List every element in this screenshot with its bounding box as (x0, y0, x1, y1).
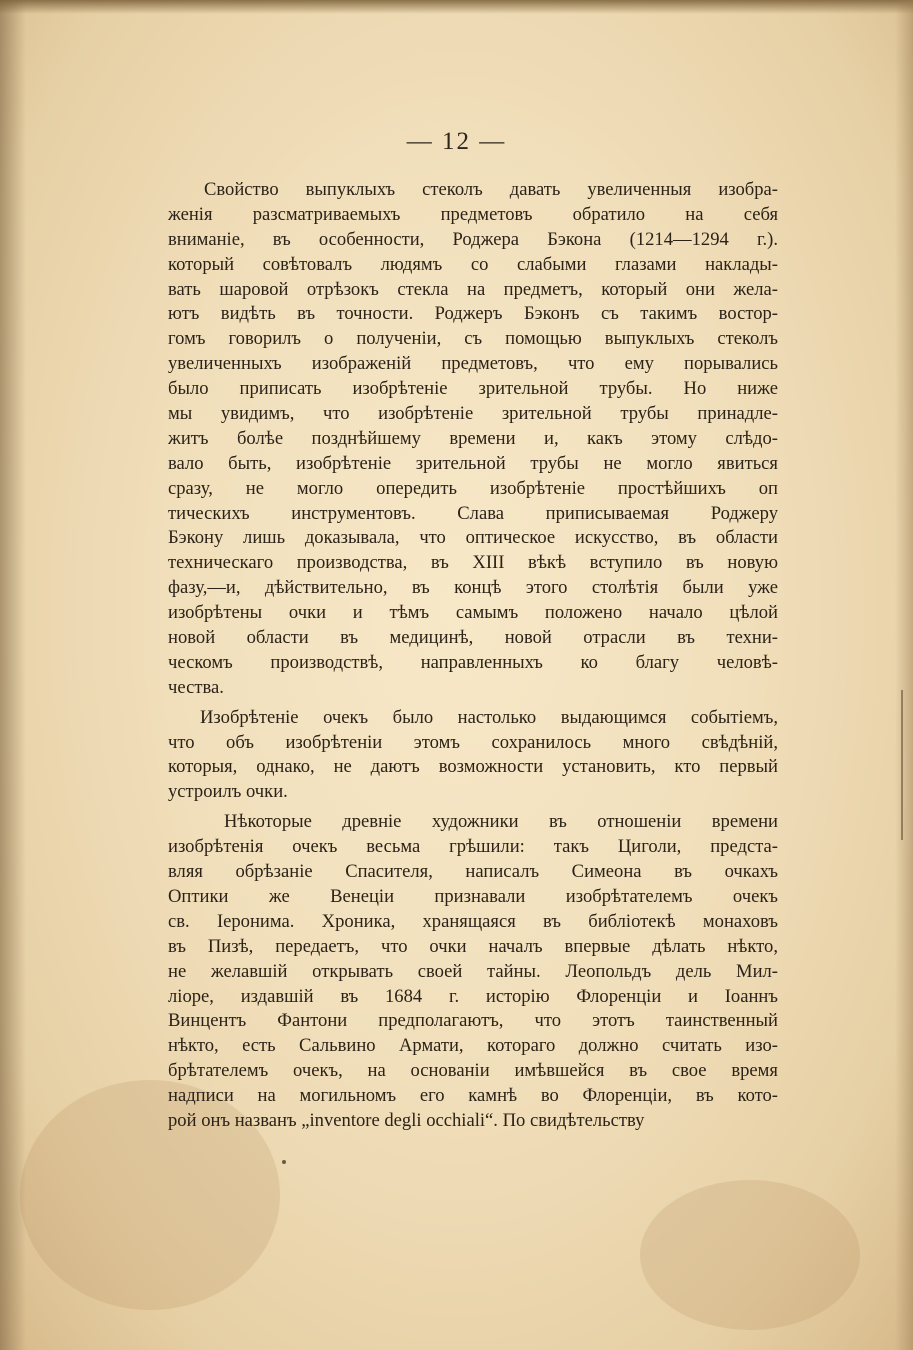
paragraph-invention (168, 706, 778, 806)
text-line: женія разсматриваемыхъ предметовъ обратило на себя (168, 203, 778, 225)
paragraph-artists (168, 810, 778, 1134)
text-line: вать шаровой отрѣзокъ стекла на предметъ, который они жела- (168, 278, 778, 300)
text-line: житъ болѣе позднѣйшему времени и, какъ этому слѣдо- (168, 427, 778, 449)
text-line: ческомъ производствѣ, направленныхъ ко благу человѣ- (168, 651, 778, 673)
text-line: ютъ видѣть въ точности. Роджеръ Бэконъ съ такимъ востор- (168, 303, 778, 325)
text-line: тическихъ инструментовъ. Слава приписываемая Роджеру (168, 502, 778, 524)
text-line: Нѣкоторые древніе художники въ отношеніи времени (224, 811, 778, 833)
text-line: вниманіе, въ особенности, Роджера Бэкона (1214—1294 г.). (168, 228, 778, 250)
page-text (168, 178, 778, 1134)
text-line: не желавшій открывать своей тайны. Леопольдъ дель Мил- (168, 960, 778, 982)
text-line: мы увидимъ, что изобрѣтеніе зрительной трубы принадле- (168, 403, 778, 425)
page-edge-top (0, 0, 913, 14)
page-edge-right (895, 0, 913, 1350)
text-line: устроилъ очки. (168, 781, 288, 803)
text-line: фазу,—и, дѣйствительно, въ концѣ этого столѣтія были уже (168, 577, 778, 599)
page-edge-left (0, 0, 26, 1350)
text-line: въ Пизѣ, передаетъ, что очки началъ впервые дѣлать нѣкто, (168, 935, 778, 957)
text-line: ліоре, издавшій въ 1684 г. исторію Флоренціи и Іоаннъ (168, 985, 778, 1007)
text-line: изобрѣтены очки и тѣмъ самымъ положено начало цѣлой (168, 602, 778, 624)
text-line: Бэкону лишь доказывала, что оптическое искусство, въ области (168, 527, 778, 549)
text-line: Свойство выпуклыхъ стеколъ давать увеличенныя изобра- (204, 179, 778, 200)
text-line: надписи на могильномъ его камнѣ во Флоренціи, въ кото- (168, 1085, 778, 1107)
paragraph-bacon (168, 178, 778, 701)
text-line: рой онъ названъ „inventore degli occhiali“. По свидѣтельству (168, 1109, 645, 1131)
page-number: — 12 — (406, 128, 507, 155)
text-line: вало быть, изобрѣтеніе зрительной трубы не могло явиться (168, 452, 778, 474)
page-edge-mark (901, 690, 903, 840)
text-line: нѣкто, есть Сальвино Армати, котораго должно считать изо- (168, 1035, 778, 1057)
text-line: было приписать изобрѣтеніе зрительной трубы. Но ниже (168, 378, 778, 400)
text-line: увеличенныхъ изображеній предметовъ, что ему порывались (168, 353, 778, 375)
text-line: св. Іеронима. Хроника, хранящаяся въ библіотекѣ монаховъ (168, 910, 778, 932)
text-line: изобрѣтенія очекъ весьма грѣшили: такъ Циголи, предста- (168, 836, 778, 858)
text-line: техническаго производства, въ XIII вѣкѣ вступило въ новую (168, 552, 778, 574)
text-line: который совѣтовалъ людямъ со слабыми глазами наклады- (168, 253, 778, 275)
text-line: новой области въ медицинѣ, новой отрасли въ техни- (168, 627, 778, 649)
text-line: сразу, не могло опередить изобрѣтеніе простѣйшихъ оп (168, 477, 778, 499)
text-line: вляя обрѣзаніе Спасителя, написалъ Симеона въ очкахъ (168, 861, 778, 883)
text-line: гомъ говорилъ о полученіи, съ помощью выпуклыхъ стеколъ (168, 328, 778, 350)
text-line: брѣтателемъ очекъ, на основаніи имѣвшейся въ свое время (168, 1060, 778, 1082)
paper-stain (640, 1180, 860, 1330)
text-line: что объ изобрѣтеніи этомъ сохранилось много свѣдѣній, (168, 731, 778, 753)
text-line: чества. (168, 676, 224, 698)
paper-speck (282, 1160, 286, 1164)
text-line: Винцентъ Фантони предполагаютъ, что этотъ таинственный (168, 1010, 778, 1032)
text-line: Изобрѣтеніе очекъ было настолько выдающимся событіемъ, (200, 706, 778, 728)
text-line: Оптики же Венеціи признавали изобрѣтателемъ очекъ (168, 885, 778, 907)
text-line: которыя, однако, не даютъ возможности установить, кто первый (168, 756, 778, 778)
